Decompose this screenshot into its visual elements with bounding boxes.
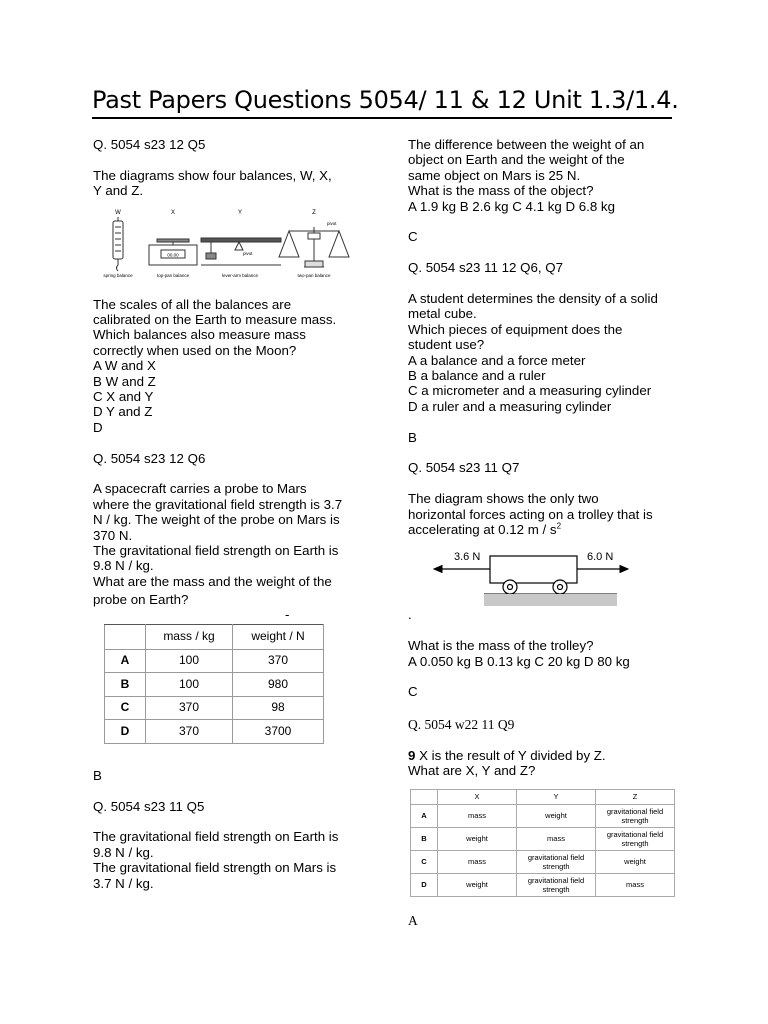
y-value: gravitational field strength — [517, 850, 596, 873]
stray-dot: . — [408, 607, 412, 623]
q2-text-line: A spacecraft carries a probe to Mars — [93, 481, 307, 497]
q1-reference: Q. 5054 s23 12 Q5 — [93, 137, 206, 152]
weight-value: 370 — [233, 649, 324, 673]
weight-value: 98 — [233, 696, 324, 720]
q2-text-line: What are the mass and the weight of the — [93, 573, 332, 589]
q3-text-line: The gravitational field strength on Earth is — [93, 829, 339, 845]
q1-option-d: D Y and Z — [93, 404, 153, 420]
q3-cont-line: same object on Mars is 25 N. — [408, 167, 581, 183]
option-letter: C — [105, 696, 146, 720]
caption-top-pan-balance: top-pan balance — [156, 272, 190, 278]
table-row — [411, 873, 675, 896]
x-value: weight — [438, 827, 517, 850]
q4-text-line: A student determines the density of a solid — [408, 291, 658, 307]
q3-cont-line: The difference between the weight of an — [408, 137, 645, 152]
option-letter: A — [105, 649, 146, 673]
q1-option-c: C X and Y — [93, 389, 154, 405]
q5-question: What is the mass of the trolley? — [408, 638, 594, 654]
q2-text-last: probe on Earth? — [93, 592, 189, 608]
left-column — [93, 137, 363, 891]
page-title: Past Papers Questions 5054/ 11 & 12 Unit 1.3/1.4. — [92, 86, 679, 114]
y-value: gravitational field strength — [517, 873, 596, 896]
q1-option-b: B W and Z — [93, 373, 156, 389]
q5-text-line: horizontal forces acting on a trolley that is — [408, 506, 653, 522]
q6-answer: A — [408, 912, 418, 928]
option-letter: D — [411, 873, 438, 896]
q4-option-c: C a micrometer and a measuring cylinder — [408, 383, 652, 399]
trolley-body — [490, 556, 577, 583]
q3-text-line: 9.8 N / kg. — [93, 844, 154, 860]
q4-text-line: student use? — [408, 337, 485, 353]
mass-value: 370 — [146, 696, 233, 720]
right-force-label: 6.0 N — [587, 551, 614, 564]
q4-reference: Q. 5054 s23 11 12 Q6, Q7 — [408, 260, 563, 276]
q5-reference: Q. 5054 s23 11 Q7 — [408, 460, 520, 476]
y-value: mass — [517, 827, 596, 850]
x-value: mass — [438, 850, 517, 873]
x-value: mass — [438, 804, 517, 827]
table-row — [105, 720, 324, 744]
xyz-table — [410, 789, 675, 897]
pivot-label-y: pivot — [243, 250, 253, 256]
option-letter: A — [411, 804, 438, 827]
caption-lever-arm-balance: lever-arm balance — [221, 272, 259, 278]
q5-options: A 0.050 kg B 0.13 kg C 20 kg D 80 kg — [408, 653, 630, 669]
balance-label-x: X — [170, 209, 176, 216]
z-value: weight — [596, 850, 675, 873]
spring-balance-drawing — [113, 217, 123, 271]
option-letter: B — [105, 673, 146, 697]
q3-text-line: 3.7 N / kg. — [93, 875, 154, 891]
caption-spring-balance: spring balance — [103, 272, 133, 278]
q2-answer: B — [93, 767, 102, 783]
header-mass: mass / kg — [146, 624, 233, 649]
q2-text-line: N / kg. The weight of the probe on Mars is — [93, 512, 340, 528]
q4-text-line: Which pieces of equipment does the — [408, 321, 623, 337]
q2-text-line: The gravitational field strength on Earth is — [93, 543, 339, 559]
caption-two-pan-balance: two-pan balance — [297, 272, 331, 278]
q3-cont-line: object on Earth and the weight of the — [408, 152, 625, 168]
option-letter: C — [411, 850, 438, 873]
option-letter: D — [105, 720, 146, 744]
q3-options: A 1.9 kg B 2.6 kg C 4.1 kg D 6.8 kg — [408, 198, 615, 214]
q6-text-line-2: What are X, Y and Z? — [408, 763, 536, 779]
q3-reference: Q. 5054 s23 11 Q5 — [93, 798, 205, 814]
weight-value: 3700 — [233, 720, 324, 744]
y-value: weight — [517, 804, 596, 827]
table-row — [411, 804, 675, 827]
header-z: Z — [596, 789, 675, 804]
pivot-label-z: pivot — [327, 220, 337, 226]
two-pan-balance-drawing — [279, 227, 349, 267]
x-value: weight — [438, 873, 517, 896]
right-column — [408, 137, 700, 928]
z-value: mass — [596, 873, 675, 896]
right-force-arrow — [577, 566, 628, 573]
q1-text-line: correctly when used on the Moon? — [93, 342, 297, 358]
q6-reference: Q. 5054 w22 11 Q9 — [408, 717, 515, 733]
q1-intro-line-1: The diagrams show four balances, W, X, — [93, 167, 332, 183]
q4-option-b: B a balance and a ruler — [408, 368, 546, 384]
header-y: Y — [517, 789, 596, 804]
q5-text-accel: accelerating at 0.12 m / $s^2$ — [408, 521, 562, 538]
title-underline — [92, 117, 672, 119]
q4-answer: B — [408, 429, 417, 445]
q6-text-line-1: 9 X is the result of Y divided by Z. — [408, 748, 606, 764]
balance-label-z: Z — [312, 209, 316, 216]
balance-label-w: W — [115, 209, 121, 216]
mass-value: 100 — [146, 649, 233, 673]
header-x: X — [438, 789, 517, 804]
stray-mark: - — [285, 606, 290, 622]
q3-answer: C — [408, 229, 418, 245]
mass-value: 100 — [146, 673, 233, 697]
balance-label-y: Y — [237, 209, 243, 216]
q1-text-line: calibrated on the Earth to measure mass. — [93, 312, 337, 328]
left-force-arrow — [434, 566, 490, 573]
z-value: gravitational field strength — [596, 827, 675, 850]
table-row — [105, 696, 324, 720]
q4-option-d: D a ruler and a measuring cylinder — [408, 398, 612, 414]
q4-option-a: A a balance and a force meter — [408, 352, 586, 368]
q3-cont-line: What is the mass of the object? — [408, 183, 594, 199]
q1-option-a: A W and X — [93, 358, 156, 374]
top-pan-display: 00.00 — [167, 252, 179, 258]
q1-answer: D — [93, 419, 103, 435]
table-row — [105, 649, 324, 673]
z-value: gravitational field strength — [596, 804, 675, 827]
q5-text-line: The diagram shows the only two — [408, 491, 599, 507]
q1-text-line: Which balances also measure mass — [93, 327, 306, 343]
balances-diagram — [93, 205, 355, 289]
q4-text-line: metal cube. — [408, 306, 477, 322]
q1-intro-line-2: Y and Z. — [93, 183, 144, 199]
q5-answer: C — [408, 684, 418, 700]
q2-text-line: where the gravitational field strength is 3.7 — [93, 496, 343, 512]
q2-reference: Q. 5054 s23 12 Q6 — [93, 450, 206, 466]
ground — [484, 594, 617, 606]
table-row — [411, 850, 675, 873]
q2-text-line: 370 N. — [93, 527, 133, 543]
option-letter: B — [411, 827, 438, 850]
mass-weight-table — [104, 624, 324, 744]
lever-arm-balance-drawing — [201, 238, 281, 265]
trolley-diagram — [432, 547, 632, 607]
weight-value: 980 — [233, 673, 324, 697]
q1-text-line: The scales of all the balances are — [93, 296, 292, 312]
mass-value: 370 — [146, 720, 233, 744]
q2-text-line: 9.8 N / kg. — [93, 558, 154, 574]
left-force-label: 3.6 N — [454, 551, 481, 564]
q3-text-line: The gravitational field strength on Mars is — [93, 860, 337, 876]
table-row — [411, 827, 675, 850]
header-weight: weight / N — [233, 624, 324, 649]
table-row — [105, 673, 324, 697]
